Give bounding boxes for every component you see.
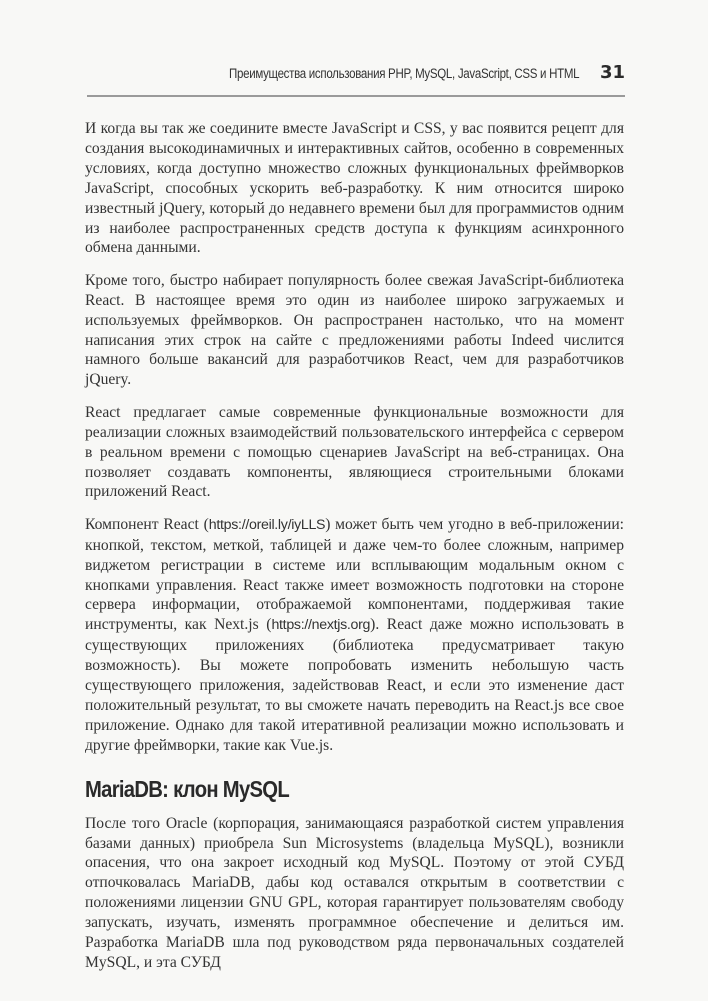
running-head	[87, 62, 625, 88]
paragraph	[85, 403, 624, 503]
url-link[interactable]: https://nextjs.org	[271, 617, 371, 634]
page-number: 31	[599, 62, 625, 83]
url-link[interactable]: https://oreil.ly/iyLLS	[208, 516, 326, 533]
running-head-title: Преимущества использования PHP, MySQL, JavaScript, CSS и HTML	[228, 66, 579, 81]
paragraph-text: React предлагает самые современные функциональные возможности для реализации сложных взаимодействий пользовательского интерфейса с сервером в реальном времени с помощью сценариев JavaScript на веб-страницах. Она позволяет создавать компоненты, являющиеся строительными блоками приложений React.	[85, 403, 624, 501]
paragraph-text: Кроме того, быстро набирает популярность более свежая JavaScript-библиотека React. В настоящее время это один из наиболее широко загружаемых и используемых фреймворков. Он распространен настолько, что на момент написания этих строк на сайте с предложениями работы Indeed числится намного больше вакансий для разработчиков React, чем для разработчиков jQuery.	[85, 271, 624, 389]
paragraph-text: ). React даже можно использовать в существующих приложениях (библиотека предусматривает такую возможность). Вы можете попробовать изменить небольшую часть существующего приложения, задействовав React, и если это изменение даст положительный результат, то вы сможете начать переводить на React.js все свое приложение. Однако для такой итеративной реализации можно использовать и другие фреймворки, такие как Vue.js.	[85, 616, 624, 754]
body-text	[85, 119, 624, 985]
paragraph	[85, 119, 624, 258]
paragraph	[85, 515, 624, 756]
paragraph	[85, 271, 624, 390]
section-heading: MariaDB: клон MySQL	[85, 775, 290, 802]
paragraph-text: ) может быть чем угодно в веб-приложении: кнопкой, текстом, меткой, таблицей и даже чем-то более сложным, например виджетом регистрации в системе или всплывающим модальным окном с кнопками управления. React также имеет возможность подготовки на стороне сервера информации, отображаемой компонентами, поддерживая такие инструменты, как Next.js (	[85, 515, 625, 634]
paragraph-text: И когда вы так же соедините вместе JavaScript и CSS, у вас появится рецепт для создания высокодинамичных и интерактивных сайтов, особенно в современных условиях, когда доступно множество сложных функциональных фреймворков JavaScript, способных ускорить веб-разработку. К ним относится широко известный jQuery, который до недавнего времени был для программистов одним из наиболее распространенных средств доступа к функциям асинхронного обмена данными.	[85, 120, 624, 257]
paragraph-text: После того Oracle (корпорация, занимающаяся разработкой систем управления базами данных) приобрела Sun Microsystems (владельца MySQL), возникли опасения, что она закроет исходный код MySQL. Поэтому от этой СУБД отпочковалась MariaDB, дабы код оставался открытым в соответствии с положениями лицензии GNU GPL, которая гарантирует пользователям свободу запускать, изучать, изменять программное обеспечение и делиться им. Разработка MariaDB шла под руководством ряда первоначальных создателей MySQL, и эта СУБД	[85, 814, 624, 971]
paragraph	[85, 814, 624, 973]
paragraph-text: Компонент React (	[85, 515, 209, 533]
header-rule	[87, 95, 625, 97]
